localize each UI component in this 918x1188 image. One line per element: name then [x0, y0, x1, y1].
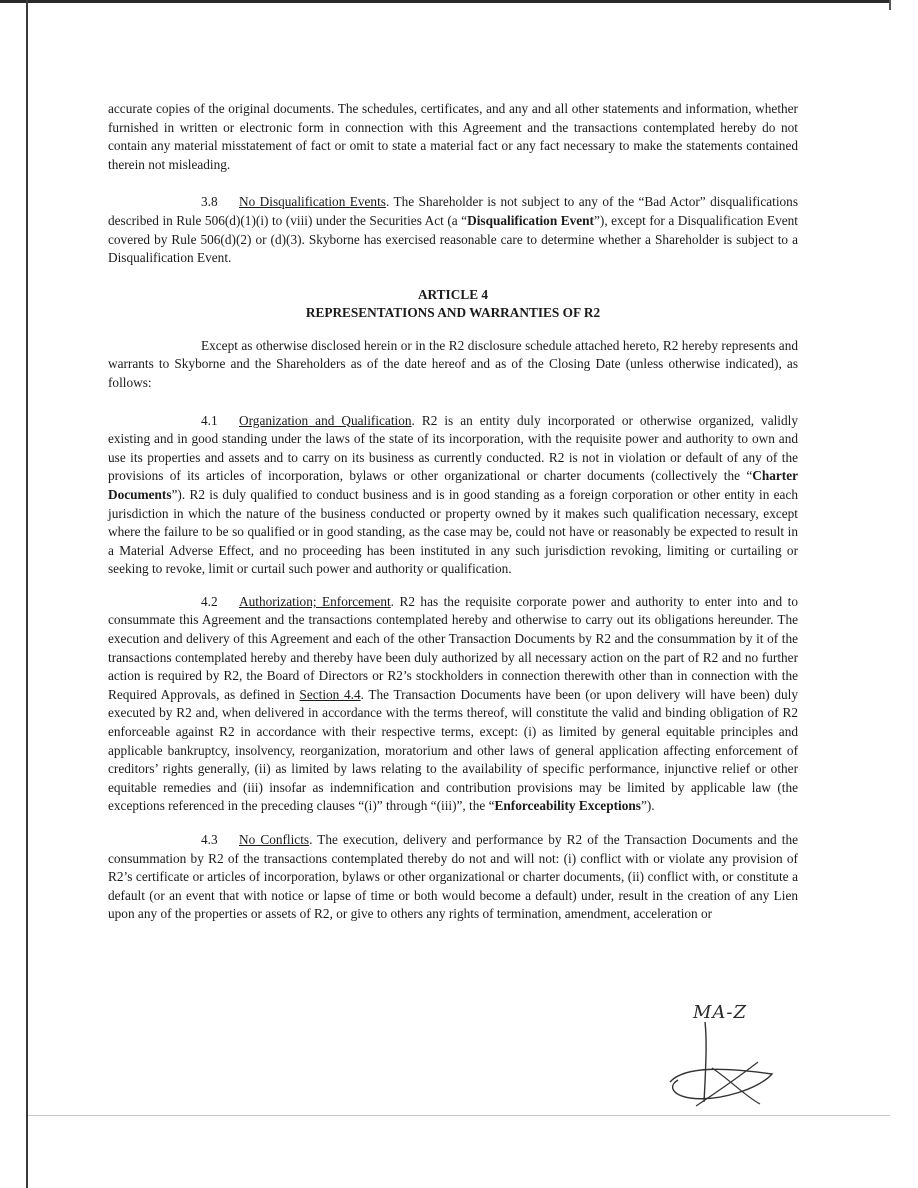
section-reference: Section 4.4 — [299, 686, 361, 702]
article-heading — [108, 286, 798, 322]
section-text: . The Transaction Documents have been (or upon delivery will have been) duly executed by R2 and, when delivered in accordance with the terms thereof, will constitute the valid and binding obligation of R2 enforceable against R2 in accordance with their respective terms, except: (i) as limited by general equitable principles and applicable bankruptcy, insolvency, reorganization, moratorium and other laws of general application affecting enforcement of creditors’ rights generally, (ii) as limited by laws relating to the availability of specific performance, injunctive relief or other equitable remedies and (iii) insofar as indemnification and contribution provisions may be limited by applicable law (the exceptions referenced in the preceding clauses “(i)” through “(iii)”, the “ — [108, 686, 798, 814]
section-text: ”). R2 is duly qualified to conduct business and is in good standing as a foreign corporation or other entity in each jurisdiction in which the nature of the business conducted or property owned by it makes such qualification necessary, except where the failure to be so qualified or in good standing, as the case may be, could not have or reasonably be expected to result in a Material Adverse Effect, and no proceeding has been instituted in any such jurisdiction revoking, limiting or curtailing or seeking to revoke, limit or curtail such power and authority or qualification. — [108, 486, 798, 577]
section-text: ”), except for a Disqualification Event covered by Rule 506(d)(2) or (d)(3). Skyborne has exercised reasonable care to determine whether a Shareholder is subject to a Disqualification Event. — [108, 212, 798, 266]
bottom-page-rule — [28, 1115, 890, 1116]
defined-term: Disqualification Event — [467, 212, 594, 228]
article-title: REPRESENTATIONS AND WARRANTIES OF R2 — [305, 304, 601, 320]
scan-right-edge — [889, 0, 891, 10]
section-text: . R2 is an entity duly incorporated or otherwise organized, validly existing and in good standing under the laws of the state of its incorporation, with the requisite power and authority to own and use its properties and assets and to carry on its business as currently conducted. R2 is not in violation or default of any of the provisions of its articles of incorporation, bylaws or other organizational or charter documents (collectively the “ — [108, 412, 798, 484]
section-title: Organization and Qualification — [239, 412, 412, 428]
article-number: ARTICLE 4 — [417, 286, 489, 302]
section-text: . R2 has the requisite corporate power and authority to enter into and to consummate this Agreement and the transactions contemplated hereby and otherwise to carry out its obligations hereunder. The execution and delivery of this Agreement and each of the other Transaction Documents by R2 and the consummation by it of the transactions contemplated hereby and thereby have been duly authorized by all necessary action on the part of R2 and no further action is required by R2, the Board of Directors or R2’s stockholders in connection therewith other than in connection with the Required Approvals, as defined in — [108, 593, 798, 702]
section-text: . The Shareholder is not subject to any of the “Bad Actor” disqualifications described in Rule 506(d)(1)(i) to (viii) under the Securities Act (a “ — [108, 194, 798, 228]
section-title: Authorization; Enforcement — [239, 593, 391, 609]
section-3-8 — [108, 193, 798, 267]
section-number: 3.8 — [201, 194, 218, 210]
paragraph-intro: accurate copies of the original documents. The schedules, certificates, and any and all other statements and information, whether furnished in written or electronic form in connection with this Agreement and the transactions contemplated hereby do not contain any material misstatement of fact or omit to state a material fact or any fact necessary to make the statements contained therein not misleading. — [108, 101, 798, 172]
scan-top-edge — [0, 0, 890, 3]
section-text: . The execution, delivery and performance by R2 of the Transaction Documents and the consummation by R2 of the transactions contemplated thereby do not and will not: (i) conflict with or violate any provision of R2’s certificate or articles of incorporation, bylaws or other organizational or charter documents, (ii) conflict with, or constitute a default (or an event that with notice or lapse of time or both would become a default) under, result in the creation of any Lien upon any of the properties or assets of R2, or give to others any rights of termination, amendment, acceleration or — [108, 832, 798, 922]
section-title: No Conflicts — [239, 832, 310, 847]
defined-term: Charter Documents — [108, 468, 798, 502]
section-number: 4.1 — [201, 412, 218, 428]
handwritten-initials: MA-Z — [693, 1002, 748, 1023]
section-number: 4.3 — [201, 832, 218, 847]
section-4-3 — [108, 831, 798, 924]
section-text: ”). — [640, 798, 655, 814]
scan-left-edge — [26, 0, 28, 1188]
section-4-2 — [108, 593, 798, 816]
section-4-1 — [108, 412, 798, 579]
document-page — [108, 100, 798, 924]
section-title: No Disqualification Events — [239, 194, 386, 210]
defined-term: Enforceability Exceptions — [494, 798, 641, 814]
paragraph-except: Except as otherwise disclosed herein or in the R2 disclosure schedule attached hereto, R2 hereby represents and warrants to Skyborne and the Shareholders as of the date hereof and as of the Closing Date (unless otherwise indicated), as follows: — [108, 337, 798, 390]
section-number: 4.2 — [201, 593, 218, 609]
signature-mark — [660, 1010, 780, 1110]
